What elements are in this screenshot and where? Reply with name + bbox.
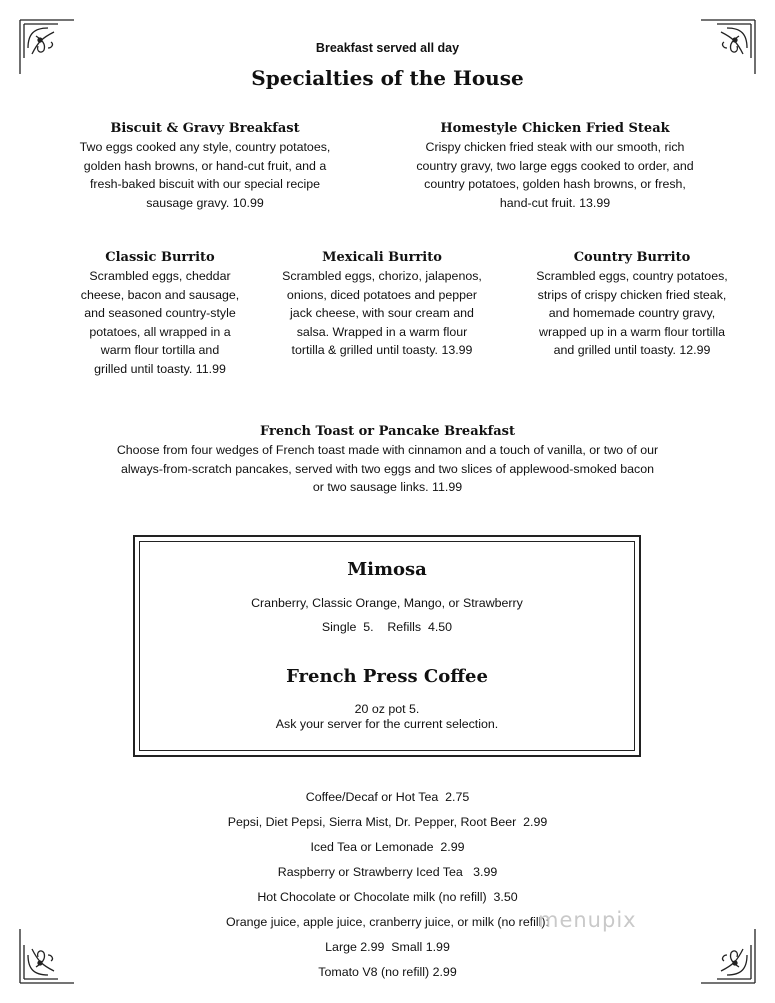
item-line: tortilla & grilled until toasty. 13.99 bbox=[291, 343, 473, 357]
menu-item-french-toast bbox=[40, 423, 735, 497]
item-line: Crispy chicken fried steak with our smooth, rich bbox=[425, 140, 685, 154]
item-title: French Toast or Pancake Breakfast bbox=[260, 424, 515, 439]
item-line: Choose from four wedges of French toast made with cinnamon and a touch of vanilla, or two of our bbox=[116, 443, 659, 457]
drink-item: Iced Tea or Lemonade 2.99 bbox=[310, 840, 465, 854]
item-line: sausage gravy. 10.99 bbox=[146, 195, 264, 210]
coffee-size-price: 20 oz pot 5. bbox=[354, 702, 420, 716]
item-line: Scrambled eggs, country potatoes, bbox=[536, 269, 728, 283]
drink-item: Tomato V8 (no refill) 2.99 bbox=[318, 965, 457, 979]
item-line: strips of crispy chicken fried steak, bbox=[537, 287, 727, 302]
item-line: always-from-scratch pancakes, served with two eggs and two slices of applewood-smoked bacon bbox=[120, 461, 655, 476]
item-line: cheese, bacon and sausage, bbox=[80, 287, 240, 302]
item-line: hand-cut fruit. 13.99 bbox=[499, 195, 611, 210]
item-line: salsa. Wrapped in a warm flour bbox=[296, 324, 468, 339]
item-title: Country Burrito bbox=[573, 250, 691, 265]
item-line: golden hash browns, or hand-cut fruit, and a bbox=[83, 158, 327, 173]
item-line: and homemade country gravy, bbox=[548, 306, 716, 320]
item-line: or two sausage links. 11.99 bbox=[312, 480, 463, 494]
menu-item-mexicali-burrito bbox=[262, 249, 502, 360]
item-line: warm flour tortilla and bbox=[100, 343, 220, 357]
item-line: and seasoned country-style bbox=[84, 306, 236, 320]
item-line: country potatoes, golden hash browns, or fresh, bbox=[424, 177, 686, 191]
mimosa-title: Mimosa bbox=[347, 559, 427, 580]
served-note: Breakfast served all day bbox=[315, 41, 460, 55]
item-line: country gravy, two large eggs cooked to order, and bbox=[416, 158, 694, 173]
coffee-title: French Press Coffee bbox=[286, 666, 488, 687]
menu-item-country-burrito bbox=[512, 249, 752, 360]
item-line: jack cheese, with sour cream and bbox=[290, 306, 474, 320]
item-line: grilled until toasty. 11.99 bbox=[94, 361, 226, 376]
specials-box bbox=[133, 535, 641, 757]
drink-item: Coffee/Decaf or Hot Tea 2.75 bbox=[305, 790, 470, 804]
menu-item-classic-burrito bbox=[50, 249, 270, 378]
coffee-note: Ask your server for the current selection. bbox=[275, 717, 499, 731]
item-line: and grilled until toasty. 12.99 bbox=[553, 343, 711, 357]
item-line: Scrambled eggs, chorizo, jalapenos, bbox=[282, 269, 482, 283]
item-title: Homestyle Chicken Fried Steak bbox=[440, 121, 670, 136]
drink-item: Orange juice, apple juice, cranberry juice, or milk (no refill): bbox=[226, 915, 549, 929]
item-title: Mexicali Burrito bbox=[322, 250, 442, 265]
watermark: menupix bbox=[538, 908, 637, 932]
drink-item: Large 2.99 Small 1.99 bbox=[325, 940, 450, 954]
item-title: Classic Burrito bbox=[105, 250, 215, 265]
menu-item-biscuit-gravy bbox=[55, 120, 355, 212]
item-line: potatoes, all wrapped in a bbox=[89, 324, 231, 339]
item-line: onions, diced potatoes and pepper bbox=[286, 287, 478, 302]
item-line: wrapped up in a warm flour tortilla bbox=[539, 324, 725, 339]
drink-item: Pepsi, Diet Pepsi, Sierra Mist, Dr. Pepper, Root Beer 2.99 bbox=[227, 815, 548, 829]
mimosa-prices: Single 5. Refills 4.50 bbox=[321, 620, 453, 634]
drink-item: Hot Chocolate or Chocolate milk (no refill) 3.50 bbox=[257, 890, 518, 904]
page-title: Specialties of the House bbox=[251, 66, 524, 90]
item-line: Two eggs cooked any style, country potatoes, bbox=[79, 140, 331, 154]
menu-item-chicken-fried-steak bbox=[395, 120, 715, 212]
item-title: Biscuit & Gravy Breakfast bbox=[110, 121, 300, 136]
mimosa-flavors: Cranberry, Classic Orange, Mango, or Strawberry bbox=[251, 596, 523, 610]
drink-item: Raspberry or Strawberry Iced Tea 3.99 bbox=[277, 865, 498, 879]
item-line: fresh-baked biscuit with our special recipe bbox=[89, 177, 321, 191]
item-line: Scrambled eggs, cheddar bbox=[89, 269, 231, 283]
